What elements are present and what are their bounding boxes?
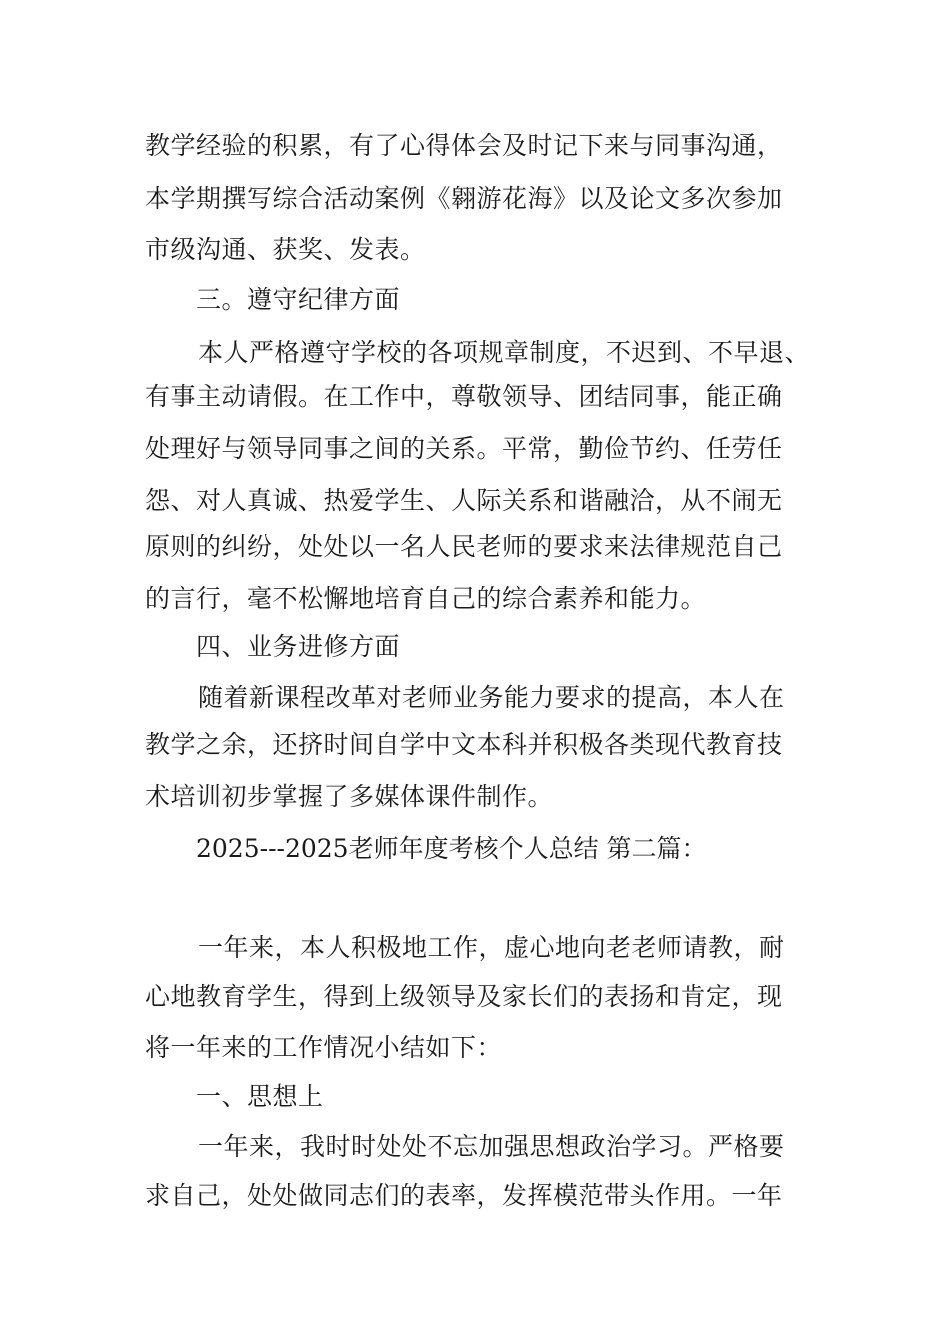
section-heading: 一、思想上 — [196, 1082, 324, 1111]
text-line: 求自己，处处做同志们的表率，发挥模范带头作用。一年 — [145, 1181, 783, 1210]
text-line: 怨、对人真诚、热爱学生、人际关系和谐融洽，从不闹无 — [145, 486, 783, 515]
text-line: 本人严格遵守学校的各项规章制度，不迟到、不早退、 — [198, 338, 811, 367]
text-line: 的言行，毫不松懈地培育自己的综合素养和能力。 — [145, 584, 707, 613]
text-line: 有事主动请假。在工作中，尊敬领导、团结同事，能正确 — [145, 382, 783, 411]
section-heading: 三。遵守纪律方面 — [196, 285, 401, 314]
text-line: 教学经验的积累，有了心得体会及时记下来与同事沟通， — [145, 131, 783, 160]
text-line: 心地教育学生，得到上级领导及家长们的表扬和肯定，现 — [145, 982, 783, 1011]
text-line: 一年来，本人积极地工作，虚心地向老老师请教，耐 — [198, 933, 785, 962]
text-line: 原则的纠纷，处处以一名人民老师的要求来法律规范自己 — [145, 532, 783, 561]
text-line: 教学之余，还挤时间自学中文本科并积极各类现代教育技 — [145, 730, 783, 759]
article-heading: 2025---2025老师年度考核个人总结 第二篇： — [196, 834, 707, 863]
text-line: 处理好与领导同事之间的关系。平常，勤俭节约、任劳任 — [145, 434, 783, 463]
text-line: 术培训初步掌握了多媒体课件制作。 — [145, 782, 554, 811]
section-heading: 四、业务进修方面 — [196, 632, 401, 661]
text-line: 一年来，我时时处处不忘加强思想政治学习。严格要 — [198, 1132, 785, 1161]
text-line: 随着新课程改革对老师业务能力要求的提高，本人在 — [198, 683, 785, 712]
text-line: 将一年来的工作情况小结如下： — [145, 1033, 503, 1062]
text-line: 本学期撰写综合活动案例《翱游花海》以及论文多次参加 — [145, 184, 783, 213]
text-line: 市级沟通、获奖、发表。 — [145, 235, 426, 264]
